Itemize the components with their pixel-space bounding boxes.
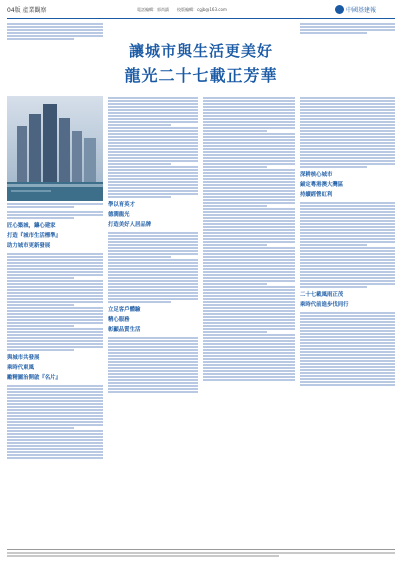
header-rule xyxy=(7,18,395,19)
left-column xyxy=(7,210,103,547)
third-column xyxy=(203,96,295,547)
newspaper-logo xyxy=(335,4,395,16)
headline-line-1: 讓城市與生活更美好 xyxy=(128,42,273,60)
city-skyline-photo xyxy=(7,96,103,201)
left-subhead-1: 匠心築城，鑄心建家 打造『城市生活標準』 助力城市更新發展 xyxy=(7,223,61,249)
page-footer xyxy=(7,549,395,560)
middle-subhead-2: 立足客戶體驗 精心服務 彰顯品質生活 xyxy=(108,307,141,333)
article-headline xyxy=(7,40,395,86)
photo-caption xyxy=(7,202,103,209)
middle-subhead-1: 學以育英才 德潤龍光 打造美好人居品牌 xyxy=(108,202,152,228)
page-header xyxy=(7,4,395,18)
middle-column xyxy=(108,96,198,547)
headline-line-2: 龍光二十七載正芳華 xyxy=(124,66,278,85)
left-subhead-2: 與城市共發展 乘時代東風 勵精圖治開啟『名片』 xyxy=(7,355,61,381)
right-subhead-1: 深耕核心城市 錨定粵港澳大灣區 持續經營紅利 xyxy=(300,172,344,198)
skyline-image xyxy=(7,96,103,201)
intro-text-right xyxy=(300,22,395,40)
logo-text: 中國基建報 xyxy=(346,7,377,14)
right-column xyxy=(300,96,395,547)
right-subhead-2: 二十七載風雨正茂 乘時代前進步伐同行 xyxy=(300,292,349,308)
page-section-label: 04版 產業觀察 xyxy=(7,7,47,14)
intro-text-left xyxy=(7,22,103,42)
editor-info: 電話編輯：郭尚鎮 校版編輯：cgjb@163.com xyxy=(137,7,227,12)
logo-mark-icon xyxy=(335,5,344,14)
